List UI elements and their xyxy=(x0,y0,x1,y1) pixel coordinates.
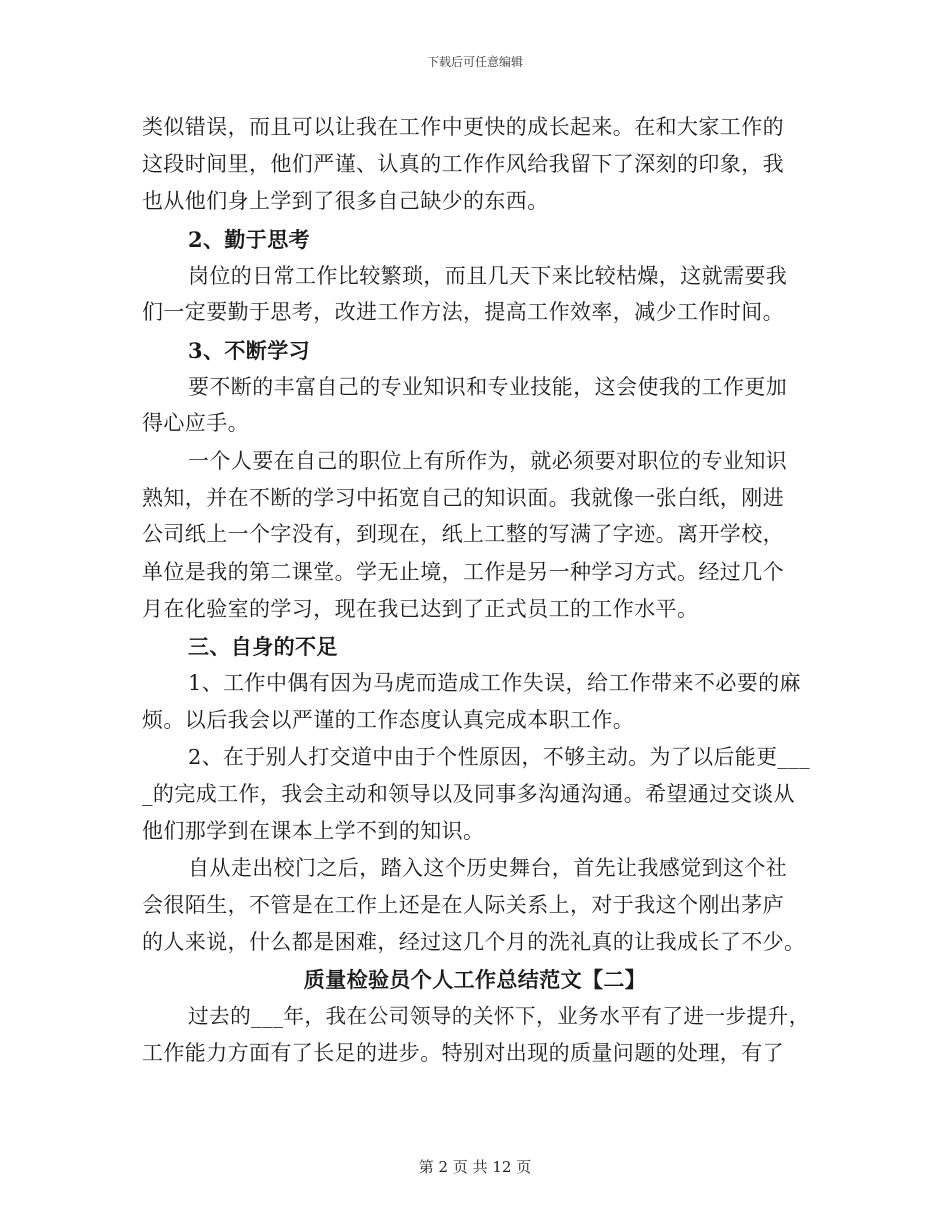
paragraph-line: 这段时间里，他们严谨、认真的工作作风给我留下了深刻的印象，我 xyxy=(142,152,784,176)
paragraph-line: 月在化验室的学习，现在我已达到了正式员工的工作水平。 xyxy=(142,597,699,621)
section-heading: 3、不断学习 xyxy=(188,338,311,363)
paragraph-line: 一个人要在自己的职位上有所作为，就必须要对职位的专业知识 xyxy=(188,449,788,473)
paragraph-line: 公司纸上一个字没有，到现在，纸上工整的写满了字迹。离开学校， xyxy=(142,522,784,546)
paragraph-line: 1、工作中偶有因为马虎而造成工作失误，给工作带来不必要的麻 xyxy=(188,671,801,695)
paragraph-line: 他们那学到在课本上学不到的知识。 xyxy=(142,819,485,843)
paragraph-line: 2、在于别人打交道中由于个性原因，不够主动。为了以后能更___ xyxy=(188,745,810,769)
page-header: 下载后可任意编辑 xyxy=(426,55,523,69)
section-heading: 三、自身的不足 xyxy=(188,634,338,659)
paragraph-line: 单位是我的第二课堂。学无止境，工作是另一种学习方式。经过几个 xyxy=(142,560,784,584)
paragraph-line: _的完成工作，我会主动和领导以及同事多沟通沟通。希望通过交谈从 xyxy=(142,782,795,806)
paragraph-line: 会很陌生，不管是在工作上还是在人际关系上，对于我这个刚出茅庐 xyxy=(142,893,784,917)
paragraph-line: 自从走出校门之后，踏入这个历史舞台，首先让我感觉到这个社 xyxy=(188,856,788,880)
paragraph-line: 岗位的日常工作比较繁琐，而且几天下来比较枯燥，这就需要我 xyxy=(188,264,788,288)
page-footer: 第 2 页 共 12 页 xyxy=(418,1158,532,1176)
paragraph-line: 们一定要勤于思考，改进工作方法，提高工作效率，减少工作时间。 xyxy=(142,300,784,324)
paragraph-line: 的人来说，什么都是困难，经过这几个月的洗礼真的让我成长了不少。 xyxy=(142,930,806,954)
paragraph-line: 类似错误，而且可以让我在工作中更快的成长起来。在和大家工作的 xyxy=(142,115,784,139)
paragraph-line: 熟知，并在不断的学习中拓宽自己的知识面。我就像一张白纸，刚进 xyxy=(142,486,784,510)
paragraph-line: 要不断的丰富自己的专业知识和专业技能，这会使我的工作更加 xyxy=(188,375,788,399)
document-title: 质量检验员个人工作总结范文【二】 xyxy=(303,967,647,992)
section-heading: 2、勤于思考 xyxy=(188,227,311,252)
paragraph-line: 工作能力方面有了长足的进步。特别对出现的质量问题的处理，有了 xyxy=(142,1041,784,1065)
paragraph-line: 过去的___年，我在公司领导的关怀下，业务水平有了进一步提升， xyxy=(188,1004,810,1028)
paragraph-line: 也从他们身上学到了很多自己缺少的东西。 xyxy=(142,189,549,213)
paragraph-line: 烦。以后我会以严谨的工作态度认真完成本职工作。 xyxy=(142,708,635,732)
paragraph-line: 得心应手。 xyxy=(142,411,249,435)
